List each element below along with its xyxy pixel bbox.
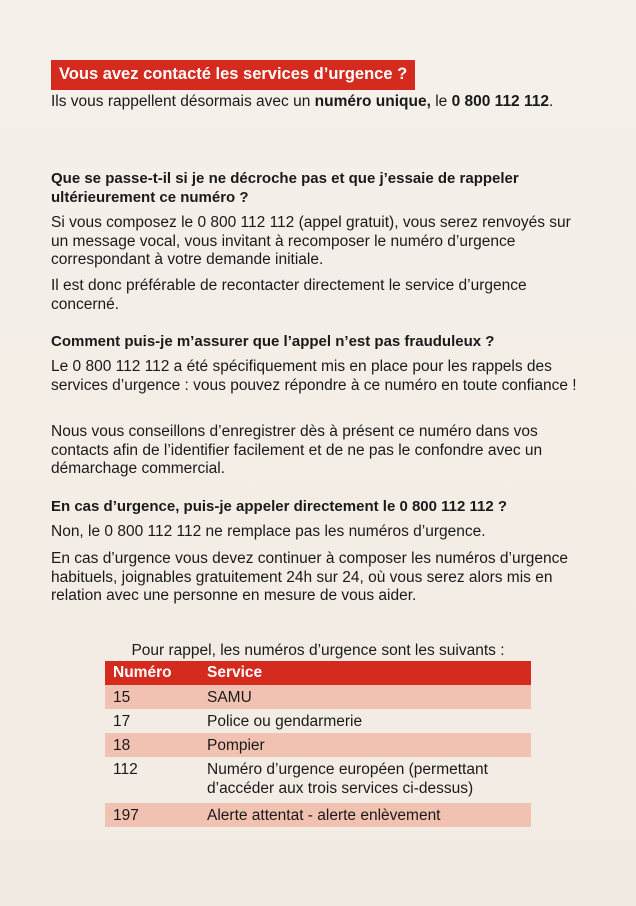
row-service: Pompier (199, 733, 531, 757)
row-number: 197 (105, 803, 199, 827)
emergency-numbers-table (105, 661, 531, 827)
answer-2-para-2: Nous vous conseillons d’enregistrer dès à présent ce numéro dans vos contacts afin de l’identifier facilement et de ne pas le confondre avec un démarchage commercial. (51, 423, 543, 477)
lead-strong-number: 0 800 112 112 (451, 93, 549, 110)
row-service: Numéro d’urgence européen (permettant d’accéder aux trois services ci-dessus) (207, 761, 488, 797)
question-2: Comment puis-je m’assurer que l’appel n’est pas frauduleux ? (51, 333, 495, 350)
header-number: Numéro (105, 661, 199, 685)
row-service: Alerte attentat - alerte enlèvement (199, 803, 531, 827)
table-row (105, 757, 531, 803)
row-number: 17 (113, 713, 131, 730)
lead-prefix: Ils vous rappellent désormais avec un (51, 93, 315, 110)
section-banner: Vous avez contacté les services d’urgence ? (51, 60, 415, 90)
answer-1-para-1: Si vous composez le 0 800 112 112 (appel gratuit), vous serez renvoyés sur un message vocal, vous invitant à recomposer le numéro d’urgence correspondant à votre demande initiale. (51, 214, 571, 268)
table-row (105, 685, 531, 709)
row-number: 112 (113, 761, 138, 778)
row-service: Police ou gendarmerie (207, 713, 363, 730)
lead-suffix: . (549, 93, 554, 110)
table-row (105, 803, 531, 827)
row-number: 18 (105, 733, 199, 757)
table-row (105, 709, 531, 733)
answer-3-para-2: En cas d’urgence vous devez continuer à composer les numéros d’urgence habituels, joignables gratuitement 24h sur 24, où vous serez alors mis en relation avec une personne en mesure de vous aider. (51, 550, 568, 604)
row-number: 15 (105, 685, 199, 709)
question-3: En cas d’urgence, puis-je appeler directement le 0 800 112 112 ? (51, 498, 508, 515)
lead-sentence (51, 92, 553, 112)
question-1: Que se passe-t-il si je ne décroche pas et que j’essaie de rappeler ultérieurement ce numéro ? (51, 170, 519, 206)
lead-middle: le (430, 93, 452, 110)
header-service: Service (199, 661, 531, 685)
answer-3-para-1: Non, le 0 800 112 112 ne remplace pas les numéros d’urgence. (51, 523, 486, 540)
table-row (105, 733, 531, 757)
answer-1-para-2: Il est donc préférable de recontacter directement le service d’urgence concerné. (51, 277, 527, 313)
lead-strong-unique: numéro unique, (314, 93, 431, 110)
table-header-row (105, 661, 531, 685)
answer-2-para-1: Le 0 800 112 112 a été spécifiquement mis en place pour les rappels des services d’urgence : vous pouvez répondre à ce numéro en toute confiance ! (51, 358, 577, 394)
row-service: SAMU (199, 685, 531, 709)
table-intro: Pour rappel, les numéros d’urgence sont les suivants : (131, 642, 505, 659)
